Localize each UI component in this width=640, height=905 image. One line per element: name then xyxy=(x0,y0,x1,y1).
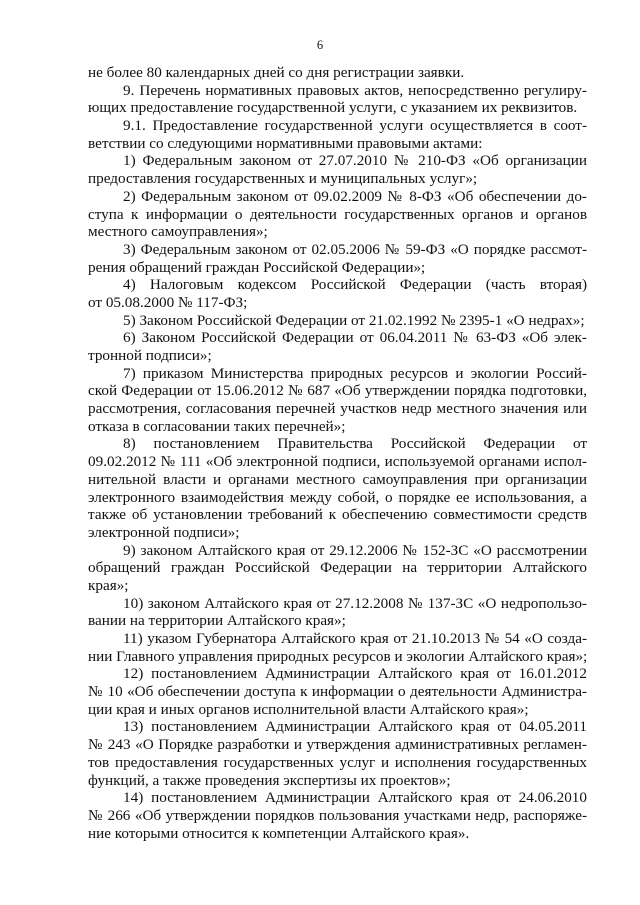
text-line: ции края и иных органов исполнительной власти Алтайского края»; xyxy=(88,700,529,718)
paragraph xyxy=(88,665,587,718)
text-line: ющих предоставление государственной услуги, с указанием их реквизитов. xyxy=(88,99,578,117)
paragraph xyxy=(88,152,587,187)
text-line: 6) Законом Российской Федерации от 06.04.2011 № 63-ФЗ «Об элек- xyxy=(123,329,587,347)
text-line: № 266 «Об утверждении порядков пользования участками недр, распоряже- xyxy=(88,806,587,824)
page-number: 6 xyxy=(316,38,324,52)
text-line: 9. Перечень нормативных правовых актов, непосредственно регулиру- xyxy=(123,81,587,99)
text-line: ветствии со следующими нормативными правовыми актами: xyxy=(88,134,483,152)
text-line: 14) постановлением Администрации Алтайского края от 24.06.2010 xyxy=(123,789,587,807)
text-line: 4) Налоговым кодексом Российской Федерации (часть вторая) xyxy=(123,276,587,294)
text-line: ской Федерации от 15.06.2012 № 687 «Об утверждении порядка подготовки, xyxy=(88,382,587,400)
text-line: № 243 «О Порядке разработки и утверждения административных регламен- xyxy=(88,736,587,754)
text-line: 8) постановлением Правительства Российской Федерации от xyxy=(123,435,587,453)
text-line: 13) постановлением Администрации Алтайского края от 04.05.2011 xyxy=(123,718,587,736)
text-line: 7) приказом Министерства природных ресурсов и экологии Россий- xyxy=(123,364,587,382)
text-line: 5) Законом Российской Федерации от 21.02.1992 № 2395-1 «О недрах»; xyxy=(123,311,585,329)
text-line: электронного взаимодействия между собой, о порядке ее использования, а xyxy=(88,488,587,506)
text-line: предоставления государственных и муниципальных услуг»; xyxy=(88,170,478,188)
text-line: 11) указом Губернатора Алтайского края от 21.10.2013 № 54 «О созда- xyxy=(123,630,587,647)
paragraph xyxy=(88,117,587,152)
text-line: 10) законом Алтайского края от 27.12.2008 № 137-ЗС «О недропользо- xyxy=(123,594,587,612)
text-line: ступа к информации о деятельности государственных органов и органов xyxy=(88,205,587,223)
paragraph xyxy=(88,630,587,665)
text-line: нии Главного управления природных ресурсов и экологии Алтайского края»; xyxy=(88,647,588,665)
text-line: местного самоуправления»; xyxy=(88,223,268,241)
text-line: 12) постановлением Администрации Алтайского края от 16.01.2012 xyxy=(123,665,587,683)
paragraph xyxy=(88,64,587,82)
text-line: тронной подписи»; xyxy=(88,347,212,364)
paragraph xyxy=(88,595,587,630)
text-line: 3) Федеральным законом от 02.05.2006 № 59-ФЗ «О порядке рассмот- xyxy=(123,240,587,258)
text-line: рассмотрения, согласования перечней участков недр местного значения или xyxy=(88,400,587,418)
paragraph xyxy=(88,82,587,117)
paragraph xyxy=(88,241,587,276)
paragraph xyxy=(88,789,587,842)
text-line: 9.1. Предоставление государственной услуги осуществляется в соот- xyxy=(123,117,587,135)
paragraph xyxy=(88,276,587,311)
text-line: 1) Федеральным законом от 27.07.2010 № 210-ФЗ «Об организации xyxy=(123,152,587,170)
text-line: рения обращений граждан Российской Федерации»; xyxy=(88,258,426,276)
paragraph xyxy=(88,188,587,241)
text-line: вании на территории Алтайского края»; xyxy=(88,612,346,630)
text-line: от 05.08.2000 № 117-ФЗ; xyxy=(88,293,248,311)
text-line: также об установлении требований к обеспечению совместимости средств xyxy=(88,506,587,524)
text-line: нительной власти и органами местного самоуправления при организации xyxy=(88,470,587,488)
paragraph xyxy=(88,718,587,789)
text-line: обращений граждан Российской Федерации на территории Алтайского xyxy=(88,559,587,577)
text-line: тов предоставления государственных услуг и исполнения государственных xyxy=(88,753,587,771)
text-line: не более 80 календарных дней со дня регистрации заявки. xyxy=(88,64,465,81)
text-line: края»; xyxy=(88,576,129,594)
paragraph xyxy=(88,312,587,330)
paragraph xyxy=(88,365,587,436)
text-line: электронной подписи»; xyxy=(88,523,240,541)
text-line: 09.02.2012 № 111 «Об электронной подписи, используемой органами испол- xyxy=(88,453,587,471)
paragraph xyxy=(88,435,587,541)
text-line: ние которыми относится к компетенции Алтайского края». xyxy=(88,824,470,842)
text-line: функций, а также проведения экспертизы их проектов»; xyxy=(88,771,451,789)
paragraph xyxy=(88,542,587,595)
text-line: отказа в согласовании таких перечней»; xyxy=(88,417,346,435)
text-line: 9) законом Алтайского края от 29.12.2006 № 152-ЗС «О рассмотрении xyxy=(123,541,587,559)
text-line: № 10 «Об обеспечении доступа к информации о деятельности Администра- xyxy=(88,683,587,701)
document-body xyxy=(88,64,587,842)
paragraph xyxy=(88,329,587,364)
text-line: 2) Федеральным законом от 09.02.2009 № 8-ФЗ «Об обеспечении до- xyxy=(123,187,587,205)
